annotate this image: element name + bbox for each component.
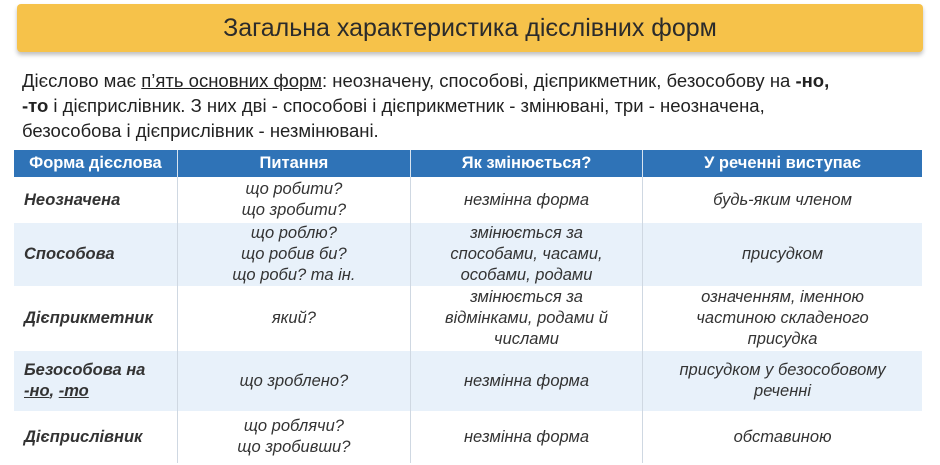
change-line: числами [494, 330, 559, 348]
intro-text-2: : неозначену, способові, дієприкметник, безособову на [322, 70, 796, 91]
table-row [14, 411, 922, 463]
cell-change [410, 177, 642, 223]
question-line: що робив би? [241, 245, 347, 263]
change-line: способами, часами, [450, 245, 603, 263]
intro-paragraph [22, 68, 922, 143]
intro-bold-to: -то [22, 95, 49, 116]
role-line: присудка [747, 330, 818, 348]
change-line: незмінна форма [463, 427, 590, 446]
cell-question [177, 351, 410, 411]
question-line: що робити? [245, 180, 343, 198]
table-row [14, 223, 922, 286]
table-header-row [14, 150, 922, 177]
page-title: Загальна характеристика дієслівних форм [223, 13, 717, 42]
cell-change [410, 411, 642, 463]
table-row [14, 286, 922, 351]
table-row [14, 351, 922, 411]
cell-role [643, 351, 922, 411]
suffix-to: -то [58, 382, 89, 400]
cell-role [643, 177, 922, 223]
role-line: означенням, іменною [701, 288, 864, 306]
intro-text-4: безособова і дієприслівник - незмінювані. [22, 120, 379, 141]
table-row [14, 177, 922, 223]
change-line: незмінна форма [463, 190, 590, 209]
cell-question [177, 223, 410, 286]
cell-form: Способова [14, 223, 177, 286]
intro-text-1: Дієслово має [22, 70, 142, 91]
cell-form: Неозначена [14, 177, 177, 223]
cell-change [410, 286, 642, 351]
role-line: присудком у безособовому [679, 361, 886, 379]
question-line: що роби? та ін. [232, 266, 356, 284]
cell-question [177, 286, 410, 351]
role-line: частиною складеного [696, 309, 869, 327]
header-question: Питання [177, 150, 410, 177]
change-line: змінюється за [470, 224, 583, 242]
suffix-separator: , [49, 382, 59, 400]
question-line: який? [271, 309, 316, 327]
cell-question [177, 411, 410, 463]
intro-bold-no: -но, [795, 70, 830, 91]
form-suffixes [24, 381, 171, 402]
change-line: особами, родами [460, 266, 593, 284]
cell-change [410, 351, 642, 411]
cell-change [410, 223, 642, 286]
question-line: що роблю? [250, 224, 337, 242]
cell-form: Дієприслівник [14, 411, 177, 463]
change-line: відмінками, родами й [445, 309, 608, 327]
suffix-no: -но [24, 382, 50, 400]
cell-form [14, 351, 177, 411]
cell-form: Дієприкметник [14, 286, 177, 351]
question-line: що зроблено? [239, 371, 349, 390]
role-line: присудком [741, 245, 824, 263]
header-change: Як змінюється? [410, 150, 642, 177]
intro-underlined: п’ять основних форм [141, 70, 322, 91]
role-line: реченні [754, 382, 812, 400]
verb-forms-table [14, 150, 922, 463]
intro-text-3: і дієприслівник. З них дві - способові і дієприкметник - змінювані, три - неозначена, [48, 95, 765, 116]
change-line: незмінна форма [463, 371, 590, 390]
cell-role [643, 411, 922, 463]
header-form: Форма дієслова [14, 150, 177, 177]
title-banner [17, 4, 923, 52]
question-line: що роблячи? [243, 417, 344, 435]
role-line: будь-яким членом [713, 190, 852, 209]
cell-role [643, 223, 922, 286]
question-line: що зробити? [241, 201, 347, 219]
role-line: обставиною [733, 427, 832, 446]
change-line: змінюється за [470, 288, 583, 306]
question-line: що зробивши? [237, 438, 351, 456]
cell-question [177, 177, 410, 223]
header-role: У реченні виступає [643, 150, 922, 177]
cell-role [643, 286, 922, 351]
form-line: Безособова на [24, 361, 146, 379]
